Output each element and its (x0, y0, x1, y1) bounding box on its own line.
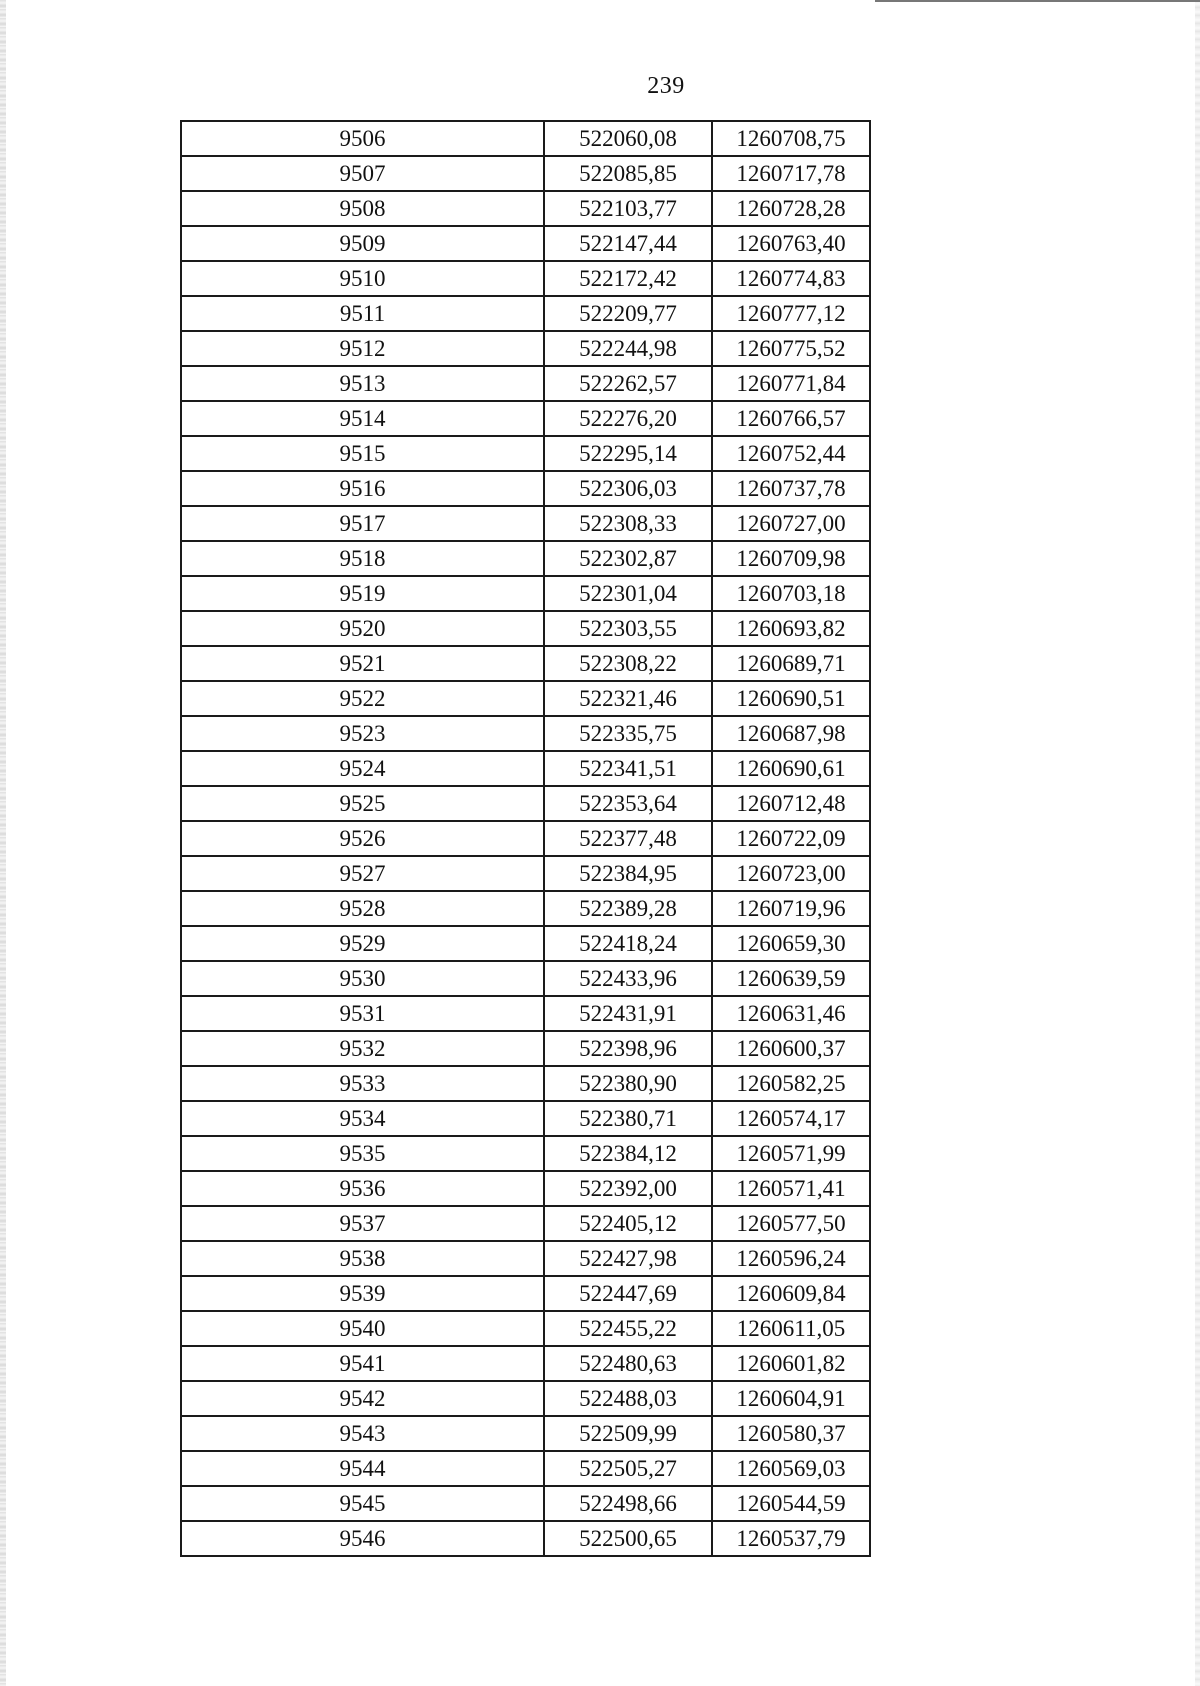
table-row (181, 1241, 870, 1276)
table-row (181, 541, 870, 576)
table-row (181, 1521, 870, 1556)
table-row (181, 1206, 870, 1241)
point-number-cell: 9525 (181, 786, 544, 821)
x-coordinate-cell: 522341,51 (544, 751, 712, 786)
y-coordinate-cell: 1260611,05 (712, 1311, 870, 1346)
x-coordinate-cell: 522431,91 (544, 996, 712, 1031)
x-coordinate-cell: 522389,28 (544, 891, 712, 926)
y-coordinate-cell: 1260600,37 (712, 1031, 870, 1066)
x-coordinate-cell: 522301,04 (544, 576, 712, 611)
point-number-cell: 9507 (181, 156, 544, 191)
y-coordinate-cell: 1260596,24 (712, 1241, 870, 1276)
x-coordinate-cell: 522308,22 (544, 646, 712, 681)
x-coordinate-cell: 522302,87 (544, 541, 712, 576)
y-coordinate-cell: 1260737,78 (712, 471, 870, 506)
table-row (181, 751, 870, 786)
x-coordinate-cell: 522455,22 (544, 1311, 712, 1346)
table-row (181, 646, 870, 681)
x-coordinate-cell: 522380,71 (544, 1101, 712, 1136)
point-number-cell: 9539 (181, 1276, 544, 1311)
table-row (181, 821, 870, 856)
y-coordinate-cell: 1260709,98 (712, 541, 870, 576)
point-number-cell: 9511 (181, 296, 544, 331)
x-coordinate-cell: 522262,57 (544, 366, 712, 401)
point-number-cell: 9529 (181, 926, 544, 961)
table-row (181, 226, 870, 261)
point-number-cell: 9542 (181, 1381, 544, 1416)
table-row (181, 1381, 870, 1416)
table-row (181, 786, 870, 821)
y-coordinate-cell: 1260719,96 (712, 891, 870, 926)
point-number-cell: 9530 (181, 961, 544, 996)
scan-edge-left (0, 0, 6, 1686)
table-row (181, 1101, 870, 1136)
x-coordinate-cell: 522377,48 (544, 821, 712, 856)
table-row (181, 961, 870, 996)
scan-edge-right (1195, 0, 1200, 1686)
x-coordinate-cell: 522335,75 (544, 716, 712, 751)
x-coordinate-cell: 522384,95 (544, 856, 712, 891)
table-row (181, 261, 870, 296)
table-row (181, 996, 870, 1031)
y-coordinate-cell: 1260766,57 (712, 401, 870, 436)
point-number-cell: 9518 (181, 541, 544, 576)
point-number-cell: 9527 (181, 856, 544, 891)
x-coordinate-cell: 522488,03 (544, 1381, 712, 1416)
y-coordinate-cell: 1260582,25 (712, 1066, 870, 1101)
y-coordinate-cell: 1260659,30 (712, 926, 870, 961)
point-number-cell: 9532 (181, 1031, 544, 1066)
y-coordinate-cell: 1260580,37 (712, 1416, 870, 1451)
point-number-cell: 9524 (181, 751, 544, 786)
y-coordinate-cell: 1260609,84 (712, 1276, 870, 1311)
y-coordinate-cell: 1260722,09 (712, 821, 870, 856)
table-row (181, 1171, 870, 1206)
point-number-cell: 9523 (181, 716, 544, 751)
y-coordinate-cell: 1260723,00 (712, 856, 870, 891)
table-row (181, 1136, 870, 1171)
point-number-cell: 9508 (181, 191, 544, 226)
x-coordinate-cell: 522447,69 (544, 1276, 712, 1311)
point-number-cell: 9543 (181, 1416, 544, 1451)
y-coordinate-cell: 1260703,18 (712, 576, 870, 611)
table-row (181, 1486, 870, 1521)
page-number-container (0, 73, 1200, 100)
x-coordinate-cell: 522505,27 (544, 1451, 712, 1486)
x-coordinate-cell: 522276,20 (544, 401, 712, 436)
point-number-cell: 9509 (181, 226, 544, 261)
x-coordinate-cell: 522303,55 (544, 611, 712, 646)
point-number-cell: 9526 (181, 821, 544, 856)
y-coordinate-cell: 1260777,12 (712, 296, 870, 331)
point-number-cell: 9545 (181, 1486, 544, 1521)
point-number-cell: 9515 (181, 436, 544, 471)
point-number-cell: 9536 (181, 1171, 544, 1206)
coordinates-table-body (181, 121, 870, 1556)
y-coordinate-cell: 1260574,17 (712, 1101, 870, 1136)
x-coordinate-cell: 522060,08 (544, 121, 712, 156)
y-coordinate-cell: 1260708,75 (712, 121, 870, 156)
table-row (181, 611, 870, 646)
point-number-cell: 9522 (181, 681, 544, 716)
table-row (181, 436, 870, 471)
y-coordinate-cell: 1260604,91 (712, 1381, 870, 1416)
x-coordinate-cell: 522103,77 (544, 191, 712, 226)
table-row (181, 121, 870, 156)
point-number-cell: 9514 (181, 401, 544, 436)
x-coordinate-cell: 522498,66 (544, 1486, 712, 1521)
y-coordinate-cell: 1260537,79 (712, 1521, 870, 1556)
table-row (181, 506, 870, 541)
x-coordinate-cell: 522509,99 (544, 1416, 712, 1451)
scan-top-line (875, 0, 1200, 2)
x-coordinate-cell: 522418,24 (544, 926, 712, 961)
point-number-cell: 9546 (181, 1521, 544, 1556)
x-coordinate-cell: 522172,42 (544, 261, 712, 296)
y-coordinate-cell: 1260631,46 (712, 996, 870, 1031)
y-coordinate-cell: 1260712,48 (712, 786, 870, 821)
point-number-cell: 9538 (181, 1241, 544, 1276)
y-coordinate-cell: 1260752,44 (712, 436, 870, 471)
y-coordinate-cell: 1260689,71 (712, 646, 870, 681)
table-row (181, 331, 870, 366)
point-number-cell: 9541 (181, 1346, 544, 1381)
point-number-cell: 9540 (181, 1311, 544, 1346)
point-number-cell: 9513 (181, 366, 544, 401)
x-coordinate-cell: 522321,46 (544, 681, 712, 716)
point-number-cell: 9528 (181, 891, 544, 926)
x-coordinate-cell: 522380,90 (544, 1066, 712, 1101)
table-row (181, 856, 870, 891)
x-coordinate-cell: 522392,00 (544, 1171, 712, 1206)
coordinates-table (180, 120, 871, 1557)
point-number-cell: 9516 (181, 471, 544, 506)
table-row (181, 156, 870, 191)
x-coordinate-cell: 522405,12 (544, 1206, 712, 1241)
table-row (181, 296, 870, 331)
x-coordinate-cell: 522147,44 (544, 226, 712, 261)
y-coordinate-cell: 1260687,98 (712, 716, 870, 751)
point-number-cell: 9534 (181, 1101, 544, 1136)
x-coordinate-cell: 522209,77 (544, 296, 712, 331)
table-row (181, 366, 870, 401)
x-coordinate-cell: 522308,33 (544, 506, 712, 541)
table-row (181, 1451, 870, 1486)
y-coordinate-cell: 1260771,84 (712, 366, 870, 401)
x-coordinate-cell: 522295,14 (544, 436, 712, 471)
point-number-cell: 9535 (181, 1136, 544, 1171)
point-number-cell: 9517 (181, 506, 544, 541)
point-number-cell: 9537 (181, 1206, 544, 1241)
point-number-cell: 9519 (181, 576, 544, 611)
table-row (181, 716, 870, 751)
table-row (181, 681, 870, 716)
table-row (181, 401, 870, 436)
x-coordinate-cell: 522480,63 (544, 1346, 712, 1381)
y-coordinate-cell: 1260690,61 (712, 751, 870, 786)
point-number-cell: 9510 (181, 261, 544, 296)
table-row (181, 926, 870, 961)
point-number-cell: 9520 (181, 611, 544, 646)
y-coordinate-cell: 1260717,78 (712, 156, 870, 191)
point-number-cell: 9544 (181, 1451, 544, 1486)
x-coordinate-cell: 522306,03 (544, 471, 712, 506)
table-row (181, 1031, 870, 1066)
x-coordinate-cell: 522427,98 (544, 1241, 712, 1276)
x-coordinate-cell: 522353,64 (544, 786, 712, 821)
point-number-cell: 9533 (181, 1066, 544, 1101)
point-number-cell: 9506 (181, 121, 544, 156)
table-row (181, 891, 870, 926)
point-number-cell: 9521 (181, 646, 544, 681)
table-row (181, 1276, 870, 1311)
y-coordinate-cell: 1260774,83 (712, 261, 870, 296)
y-coordinate-cell: 1260775,52 (712, 331, 870, 366)
x-coordinate-cell: 522085,85 (544, 156, 712, 191)
x-coordinate-cell: 522244,98 (544, 331, 712, 366)
x-coordinate-cell: 522500,65 (544, 1521, 712, 1556)
y-coordinate-cell: 1260601,82 (712, 1346, 870, 1381)
y-coordinate-cell: 1260690,51 (712, 681, 870, 716)
y-coordinate-cell: 1260763,40 (712, 226, 870, 261)
y-coordinate-cell: 1260571,99 (712, 1136, 870, 1171)
table-row (181, 471, 870, 506)
point-number-cell: 9531 (181, 996, 544, 1031)
table-row (181, 1311, 870, 1346)
page-number: 239 (647, 73, 685, 99)
y-coordinate-cell: 1260544,59 (712, 1486, 870, 1521)
table-row (181, 1066, 870, 1101)
x-coordinate-cell: 522398,96 (544, 1031, 712, 1066)
table-row (181, 1346, 870, 1381)
y-coordinate-cell: 1260727,00 (712, 506, 870, 541)
x-coordinate-cell: 522433,96 (544, 961, 712, 996)
table-row (181, 1416, 870, 1451)
x-coordinate-cell: 522384,12 (544, 1136, 712, 1171)
table-row (181, 576, 870, 611)
table-row (181, 191, 870, 226)
y-coordinate-cell: 1260577,50 (712, 1206, 870, 1241)
point-number-cell: 9512 (181, 331, 544, 366)
y-coordinate-cell: 1260728,28 (712, 191, 870, 226)
y-coordinate-cell: 1260693,82 (712, 611, 870, 646)
y-coordinate-cell: 1260569,03 (712, 1451, 870, 1486)
y-coordinate-cell: 1260639,59 (712, 961, 870, 996)
y-coordinate-cell: 1260571,41 (712, 1171, 870, 1206)
